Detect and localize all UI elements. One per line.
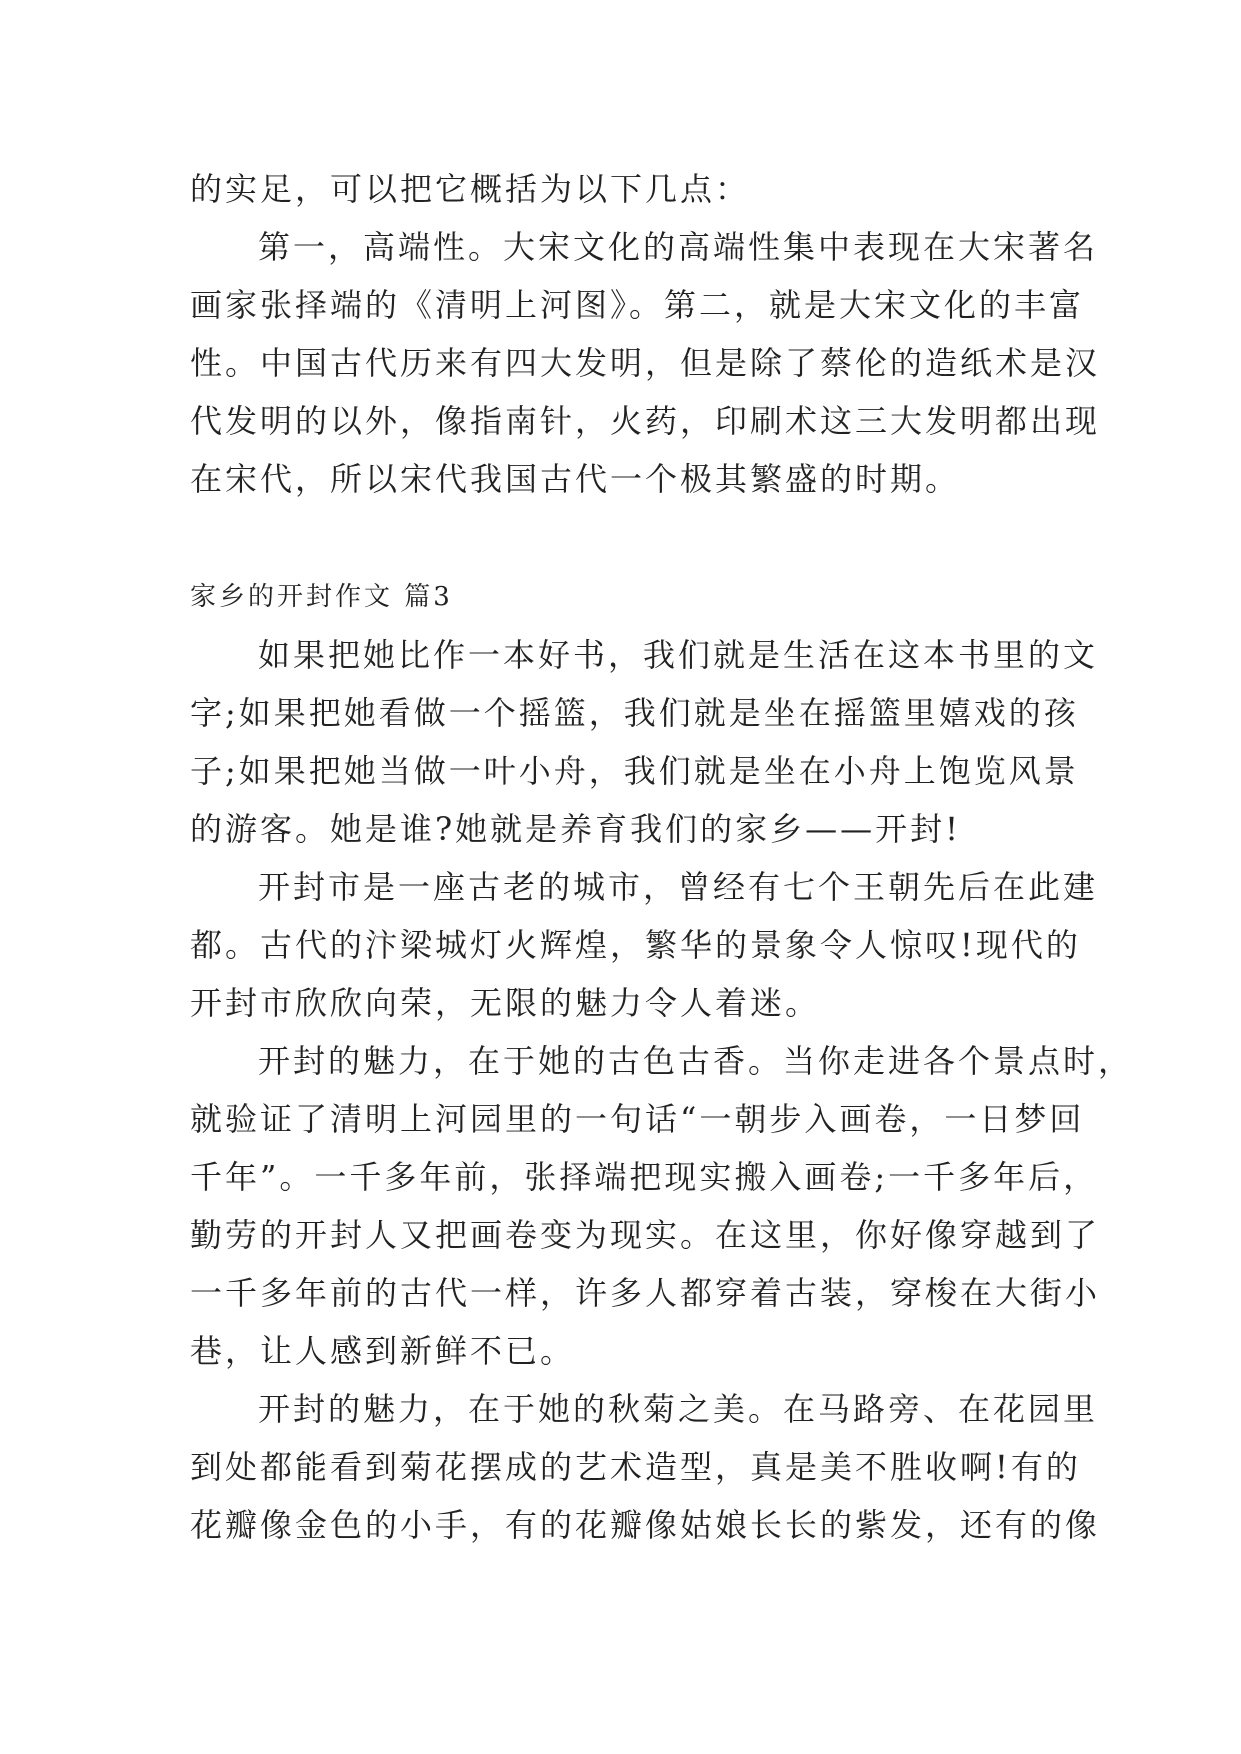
paragraph-line: 开封市欣欣向荣，无限的魅力令人着迷。	[190, 984, 821, 1022]
paragraph-line: 在宋代，所以宋代我国古代一个极其繁盛的时期。	[190, 460, 961, 498]
paragraph-line: 的实足，可以把它概括为以下几点：	[190, 170, 751, 208]
paragraph-line: 开封的魅力，在于她的秋菊之美。在马路旁、在花园里	[258, 1390, 1099, 1428]
section-1	[190, 160, 1101, 508]
paragraph-line: 性。中国古代历来有四大发明，但是除了蔡伦的造纸术是汉	[190, 344, 1101, 382]
paragraph-line: 如果把她比作一本好书，我们就是生活在这本书里的文	[258, 636, 1099, 674]
paragraph-line: 都。古代的汴梁城灯火辉煌，繁华的景象令人惊叹!现代的	[190, 926, 1081, 964]
paragraph-line: 到处都能看到菊花摆成的艺术造型，真是美不胜收啊!有的	[190, 1448, 1081, 1486]
paragraph-line: 花瓣像金色的小手，有的花瓣像姑娘长长的紫发，还有的像	[190, 1506, 1101, 1544]
paragraph-line: 勤劳的开封人又把画卷变为现实。在这里，你好像穿越到了	[190, 1216, 1101, 1254]
paragraph-line: 开封市是一座古老的城市，曾经有七个王朝先后在此建	[258, 868, 1099, 906]
paragraph-line: 字;如果把她看做一个摇篮，我们就是坐在摇篮里嬉戏的孩	[190, 694, 1079, 732]
section-2	[190, 568, 1134, 1554]
paragraph-line: 巷，让人感到新鲜不已。	[190, 1332, 576, 1370]
paragraph-line: 画家张择端的《清明上河图》。第二，就是大宋文化的丰富	[190, 286, 1085, 324]
section-heading: 家乡的开封作文 篇3	[190, 582, 453, 612]
paragraph-line: 代发明的以外，像指南针，火药，印刷术这三大发明都出现	[190, 402, 1101, 440]
paragraph-line: 第一，高端性。大宋文化的高端性集中表现在大宋著名	[258, 228, 1099, 266]
paragraph-line: 千年”。一千多年前，张择端把现实搬入画卷;一千多年后，	[190, 1158, 1099, 1196]
paragraph-line: 一千多年前的古代一样，许多人都穿着古装，穿梭在大街小	[190, 1274, 1101, 1312]
paragraph-line: 就验证了清明上河园里的一句话“一朝步入画卷，一日梦回	[190, 1100, 1085, 1138]
paragraph-line: 开封的魅力，在于她的古色古香。当你走进各个景点时，	[258, 1042, 1134, 1080]
paragraph-line: 的游客。她是谁?她就是养育我们的家乡——开封!	[190, 810, 962, 848]
paragraph-line: 子;如果把她当做一叶小舟，我们就是坐在小舟上饱览风景	[190, 752, 1079, 790]
